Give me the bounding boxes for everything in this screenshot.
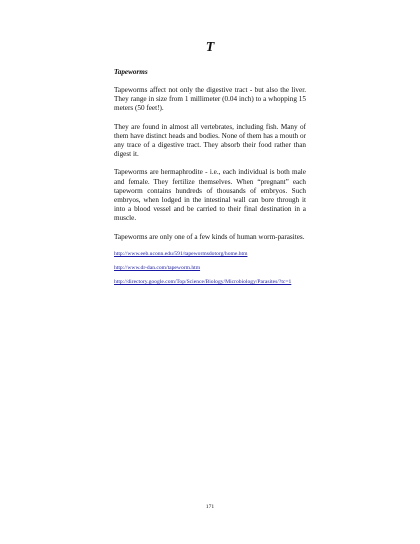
paragraph-1: Tapeworms affect not only the digestive tract - but also the liver. They range in size from 1 millimeter (0.04 inch) to a whopping 15 meters (50 feet!). [114,86,306,113]
paragraph-3: Tapeworms are hermaphrodite - i.e., each individual is both male and female. They fertilize themselves. When “pregnant” each tapeworm contains hundreds of thousands of embryos. Such embryos, when lodged in the intestinal wall can bore through it into a blood vessel and be carried to their final destination in a muscle. [114,168,306,223]
article-body [114,68,306,293]
paragraph-2: They are found in almost all vertebrates, including fish. Many of them have distinct heads and bodies. None of them has a mouth or any trace of a digestive tract. They absorb their food rather than digest it. [114,122,306,159]
paragraph-4: Tapeworms are only one of a few kinds of human worm-parasites. [114,232,305,241]
reference-link-google-directory[interactable]: http://directory.google.com/Top/Science/Biology/Microbiology/Parasites/?tc=1 [114,278,292,285]
reference-link-dr-dan[interactable]: http://www.dr-dan.com/tapeworm.htm [114,264,201,271]
section-title: Tapeworms [114,68,148,76]
letter-heading: T [205,40,215,55]
page-number: 171 [205,504,215,510]
reference-link-uconn[interactable]: http://www.eeb.uconn.edu/591/tapewormsdotorg/home.htm [114,250,248,257]
